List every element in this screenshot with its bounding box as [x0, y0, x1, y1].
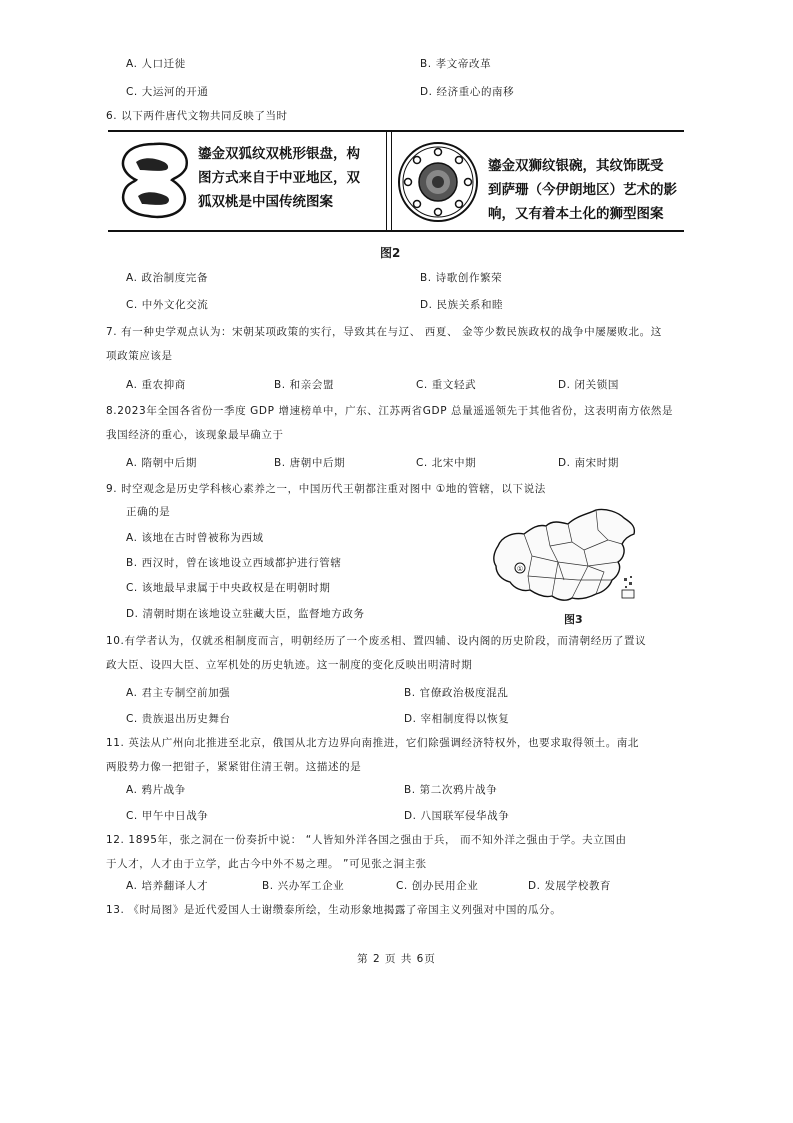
q9-option-c: C. 该地最早隶属于中央政权是在明朝时期 [126, 582, 331, 594]
q10-stem-line-1: 10.有学者认为，仅就丞相制度而言，明朝经历了一个废丞相、置四辅、设内阁的历史阶段，而清朝经历了置议 [106, 635, 647, 647]
figure-divider [386, 132, 392, 230]
fig-left-line-1: 鎏金双狐纹双桃形银盘，构 [198, 146, 360, 162]
q8-option-c: C. 北宋中期 [416, 457, 477, 469]
q9-option-b: B. 西汉时，曾在该地设立西域都护进行管辖 [126, 557, 342, 569]
q12-option-a: A. 培养翻译人才 [126, 880, 209, 892]
q10-stem-line-2: 政大臣、设四大臣、立军机处的历史轨迹。这一制度的变化反映出明清时期 [106, 659, 473, 671]
q12-option-c: C. 创办民用企业 [396, 880, 479, 892]
q6-option-d: D. 民族关系和睦 [420, 299, 504, 311]
q11-stem-line-1: 11. 英法从广州向北推进至北京，俄国从北方边界向南推进，它们除强调经济特权外，也要求取得领土。南北 [106, 737, 640, 749]
q10-option-c: C. 贵族退出历史舞台 [126, 713, 231, 725]
q12-stem-line-1: 12. 1895年，张之洞在一份奏折中说： “人皆知外洋各国之强由于兵， 而不知外洋之强由于学。夫立国由 [106, 834, 627, 846]
q6-option-a: A. 政治制度完备 [126, 272, 209, 284]
q9-option-d: D. 清朝时期在该地设立驻藏大臣，监督地方政务 [126, 608, 365, 620]
option-c: C. 大运河的开通 [126, 86, 209, 98]
q9-stem-line-2: 正确的是 [126, 506, 171, 518]
q6-option-b: B. 诗歌创作繁荣 [420, 272, 503, 284]
q7-option-d: D. 闭关锁国 [558, 379, 619, 391]
q12-stem-line-2: 于人才，人才由于立学，此古今中外不易之理。 ”可见张之洞主张 [106, 858, 427, 870]
map-marker-1: ① [516, 565, 524, 573]
fig-right-line-2: 到萨珊（今伊朗地区）艺术的影 [488, 182, 677, 198]
fig-left-line-3: 狐双桃是中国传统图案 [198, 194, 333, 210]
fox-plate-image [116, 140, 192, 220]
china-map-image [488, 506, 648, 616]
q11-stem-line-2: 两股势力像一把钳子，紧紧钳住清王朝。这描述的是 [106, 761, 362, 773]
q8-option-b: B. 唐朝中后期 [274, 457, 346, 469]
figure-3-caption: 图3 [564, 613, 583, 626]
figure-2-caption: 图2 [380, 246, 401, 260]
q7-option-c: C. 重文轻武 [416, 379, 477, 391]
q11-option-d: D. 八国联军侵华战争 [404, 810, 510, 822]
option-b: B. 孝文帝改革 [420, 58, 492, 70]
q7-option-b: B. 和亲会盟 [274, 379, 335, 391]
q6-stem: 6. 以下两件唐代文物共同反映了当时 [106, 110, 288, 122]
q13-stem: 13. 《时局图》是近代爱国人士谢缵泰所绘，生动形象地揭露了帝国主义列强对中国的瓜分。 [106, 904, 562, 916]
q7-stem-line-1: 7. 有一种史学观点认为：宋朝某项政策的实行，导致其在与辽、 西夏、 金等少数民族政权的战争中屡屡败北。这 [106, 326, 662, 338]
q12-option-d: D. 发展学校教育 [528, 880, 612, 892]
option-a: A. 人口迁徙 [126, 58, 186, 70]
q12-option-b: B. 兴办军工企业 [262, 880, 345, 892]
q8-stem-line-1: 8.2023年全国各省份一季度 GDP 增速榜单中，广东、江苏两省GDP 总量遥遥领先于其他省份，这表明南方依然是 [106, 405, 674, 417]
q10-option-a: A. 君主专制空前加强 [126, 687, 231, 699]
q10-option-d: D. 宰相制度得以恢复 [404, 713, 510, 725]
figure-2-box [108, 130, 684, 232]
lion-bowl-image [395, 140, 481, 224]
q6-option-c: C. 中外文化交流 [126, 299, 209, 311]
fig-left-line-2: 图方式来自于中亚地区，双 [198, 170, 360, 186]
q9-stem-line-1: 9. 时空观念是历史学科核心素养之一，中国历代王朝都注重对图中 ①地的管辖，以下说法 [106, 483, 546, 495]
q11-option-b: B. 第二次鸦片战争 [404, 784, 498, 796]
q11-option-c: C. 甲午中日战争 [126, 810, 209, 822]
option-d: D. 经济重心的南移 [420, 86, 515, 98]
fig-right-line-3: 响，又有着本土化的狮型图案 [488, 206, 664, 222]
q8-option-a: A. 隋朝中后期 [126, 457, 197, 469]
q11-option-a: A. 鸦片战争 [126, 784, 186, 796]
q8-option-d: D. 南宋时期 [558, 457, 619, 469]
q9-option-a: A. 该地在古时曾被称为西域 [126, 532, 264, 544]
q7-stem-line-2: 项政策应该是 [106, 350, 173, 362]
fig-right-line-1: 鎏金双狮纹银碗，其纹饰既受 [488, 158, 664, 174]
q7-option-a: A. 重农抑商 [126, 379, 186, 391]
page-footer: 第 2 页 共 6页 [357, 953, 436, 965]
q8-stem-line-2: 我国经济的重心，该现象最早确立于 [106, 429, 284, 441]
q10-option-b: B. 官僚政治极度混乱 [404, 687, 509, 699]
